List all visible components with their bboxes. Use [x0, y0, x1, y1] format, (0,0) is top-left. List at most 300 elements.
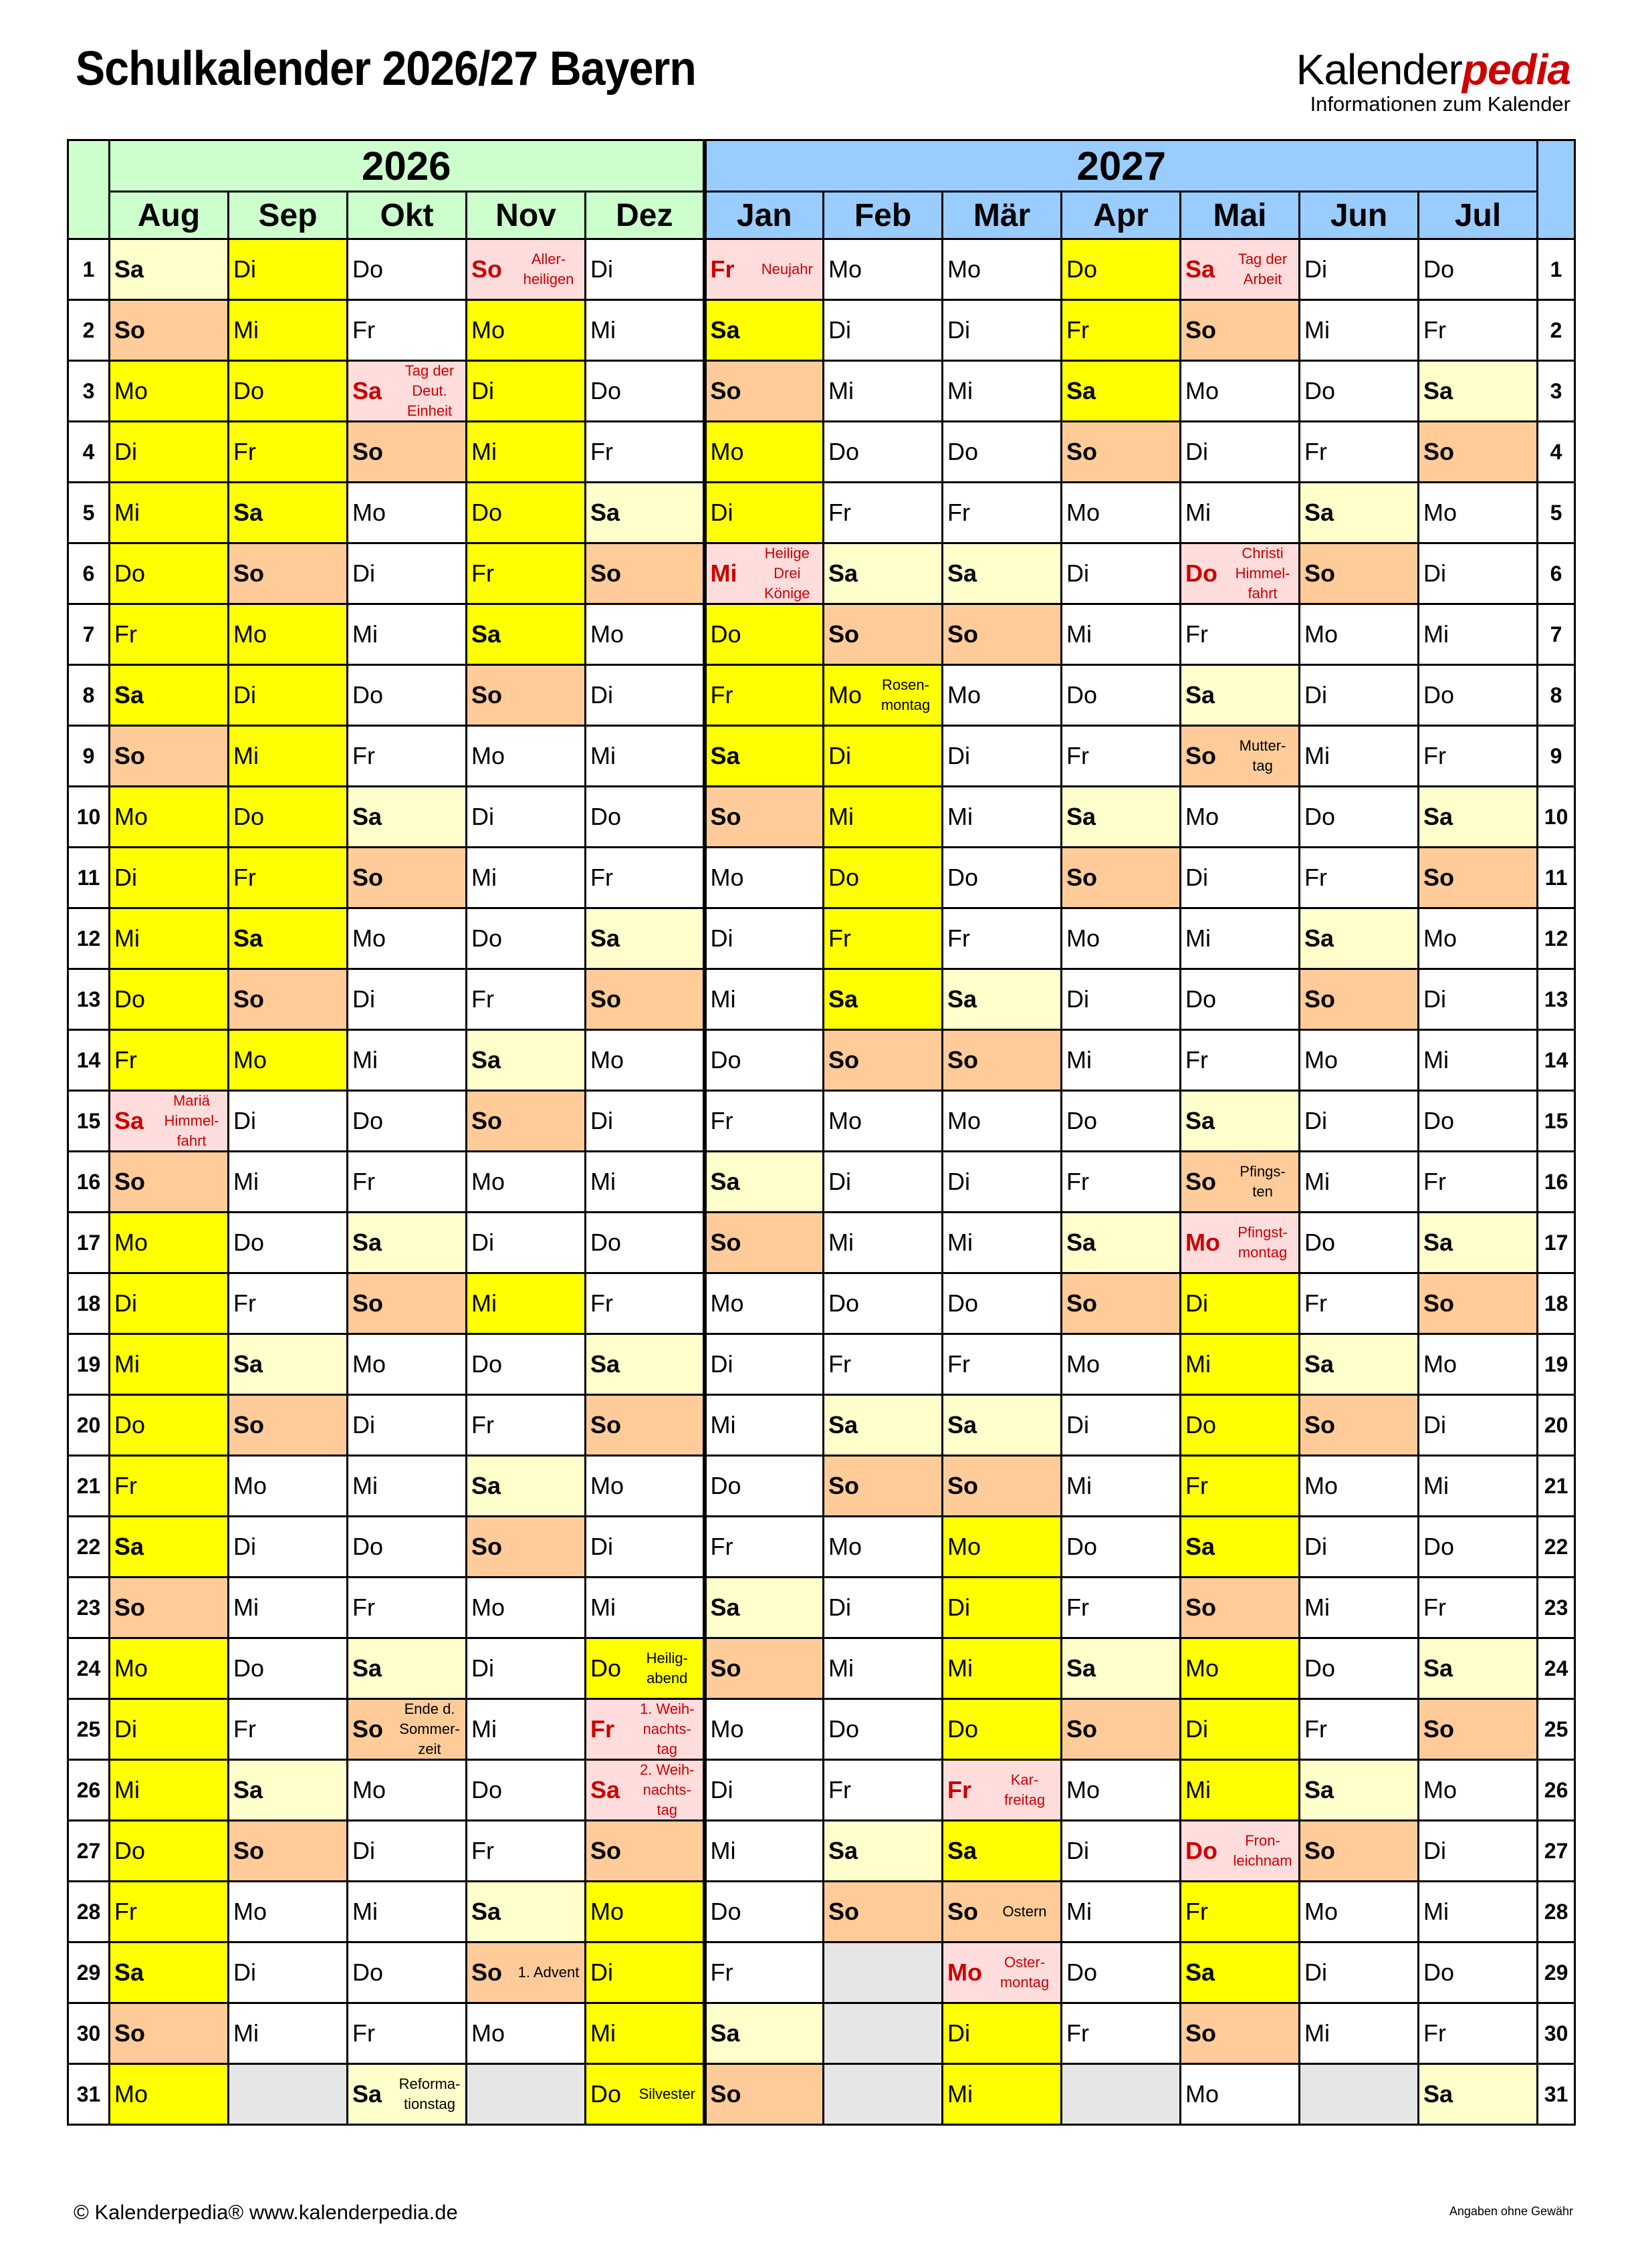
day-cell[interactable] — [467, 848, 586, 908]
day-cell[interactable] — [943, 1456, 1062, 1517]
day-cell[interactable] — [824, 1760, 943, 1821]
day-cell[interactable] — [348, 1395, 467, 1456]
day-cell[interactable] — [1419, 1456, 1538, 1517]
day-cell[interactable] — [705, 1030, 824, 1091]
day-cell[interactable] — [110, 543, 229, 604]
day-cell[interactable] — [1062, 1882, 1181, 1942]
day-cell[interactable] — [1419, 1517, 1538, 1578]
day-cell[interactable] — [586, 1091, 705, 1152]
day-cell[interactable] — [467, 422, 586, 483]
day-cell[interactable] — [943, 1638, 1062, 1699]
day-cell[interactable] — [705, 422, 824, 483]
day-cell[interactable] — [943, 1760, 1062, 1821]
day-cell[interactable] — [586, 1578, 705, 1638]
day-cell[interactable] — [943, 300, 1062, 361]
day-cell[interactable] — [348, 483, 467, 543]
day-cell[interactable] — [1181, 361, 1300, 422]
day-cell[interactable] — [110, 787, 229, 848]
day-cell[interactable] — [348, 848, 467, 908]
day-cell[interactable] — [348, 1517, 467, 1578]
day-cell[interactable] — [1181, 2003, 1300, 2064]
day-cell[interactable] — [1062, 422, 1181, 483]
day-cell[interactable] — [348, 361, 467, 422]
day-cell[interactable] — [110, 1273, 229, 1334]
day-cell[interactable] — [1300, 239, 1419, 300]
day-cell[interactable] — [586, 1456, 705, 1517]
day-cell[interactable] — [1062, 239, 1181, 300]
day-cell[interactable] — [824, 300, 943, 361]
day-cell[interactable] — [110, 1456, 229, 1517]
day-cell[interactable] — [1300, 1760, 1419, 1821]
day-cell[interactable] — [1181, 726, 1300, 787]
day-cell[interactable] — [1300, 1578, 1419, 1638]
day-cell[interactable] — [348, 665, 467, 726]
day-cell[interactable] — [467, 1273, 586, 1334]
day-cell[interactable] — [824, 604, 943, 665]
day-cell[interactable] — [1300, 1821, 1419, 1882]
day-cell[interactable] — [467, 1882, 586, 1942]
day-cell[interactable] — [1419, 361, 1538, 422]
day-cell[interactable] — [824, 483, 943, 543]
day-cell[interactable] — [943, 1699, 1062, 1760]
day-cell[interactable] — [1181, 1395, 1300, 1456]
day-cell[interactable] — [1062, 604, 1181, 665]
day-cell[interactable] — [1062, 908, 1181, 969]
day-cell[interactable] — [467, 1091, 586, 1152]
day-cell[interactable] — [467, 665, 586, 726]
day-cell[interactable] — [586, 1517, 705, 1578]
day-cell[interactable] — [586, 665, 705, 726]
day-cell[interactable] — [467, 1030, 586, 1091]
day-cell[interactable] — [348, 726, 467, 787]
day-cell[interactable] — [705, 1091, 824, 1152]
day-cell[interactable] — [1419, 1273, 1538, 1334]
day-cell[interactable] — [943, 483, 1062, 543]
day-cell[interactable] — [1181, 1638, 1300, 1699]
day-cell[interactable] — [110, 422, 229, 483]
day-cell[interactable] — [467, 1821, 586, 1882]
day-cell[interactable] — [467, 1395, 586, 1456]
day-cell[interactable] — [1181, 483, 1300, 543]
day-cell[interactable] — [1419, 543, 1538, 604]
day-cell[interactable] — [586, 1152, 705, 1213]
day-cell[interactable] — [229, 2003, 348, 2064]
day-cell[interactable] — [110, 2003, 229, 2064]
day-cell[interactable] — [824, 1821, 943, 1882]
day-cell[interactable] — [1419, 1395, 1538, 1456]
day-cell[interactable] — [1300, 300, 1419, 361]
day-cell[interactable] — [229, 665, 348, 726]
day-cell[interactable] — [943, 361, 1062, 422]
day-cell[interactable] — [824, 422, 943, 483]
day-cell[interactable] — [824, 1395, 943, 1456]
day-cell[interactable] — [824, 1517, 943, 1578]
day-cell[interactable] — [1062, 665, 1181, 726]
day-cell[interactable] — [824, 1273, 943, 1334]
day-cell[interactable] — [943, 908, 1062, 969]
day-cell[interactable] — [1300, 483, 1419, 543]
day-cell[interactable] — [1181, 1152, 1300, 1213]
day-cell[interactable] — [110, 1091, 229, 1152]
day-cell[interactable] — [705, 665, 824, 726]
day-cell[interactable] — [229, 908, 348, 969]
day-cell[interactable] — [348, 1882, 467, 1942]
day-cell[interactable] — [1419, 422, 1538, 483]
day-cell[interactable] — [824, 969, 943, 1030]
day-cell[interactable] — [1181, 1942, 1300, 2003]
day-cell[interactable] — [229, 1942, 348, 2003]
day-cell[interactable] — [1300, 1334, 1419, 1395]
day-cell[interactable] — [1300, 1517, 1419, 1578]
day-cell[interactable] — [705, 1760, 824, 1821]
day-cell[interactable] — [229, 1030, 348, 1091]
day-cell[interactable] — [348, 1942, 467, 2003]
day-cell[interactable] — [586, 1699, 705, 1760]
day-cell[interactable] — [824, 1334, 943, 1395]
day-cell[interactable] — [229, 1578, 348, 1638]
day-cell[interactable] — [229, 1760, 348, 1821]
day-cell[interactable] — [348, 239, 467, 300]
day-cell[interactable] — [1062, 1942, 1181, 2003]
day-cell[interactable] — [943, 726, 1062, 787]
day-cell[interactable] — [824, 1456, 943, 1517]
day-cell[interactable] — [229, 1699, 348, 1760]
day-cell[interactable] — [1300, 1030, 1419, 1091]
day-cell[interactable] — [348, 2064, 467, 2125]
day-cell[interactable] — [467, 1334, 586, 1395]
day-cell[interactable] — [1419, 787, 1538, 848]
day-cell[interactable] — [1181, 1517, 1300, 1578]
day-cell[interactable] — [1181, 1760, 1300, 1821]
day-cell[interactable] — [1300, 1091, 1419, 1152]
day-cell[interactable] — [110, 604, 229, 665]
day-cell[interactable] — [943, 1395, 1062, 1456]
day-cell[interactable] — [1181, 1882, 1300, 1942]
day-cell[interactable] — [586, 1882, 705, 1942]
day-cell[interactable] — [1419, 1699, 1538, 1760]
day-cell[interactable] — [467, 1699, 586, 1760]
day-cell[interactable] — [586, 2064, 705, 2125]
day-cell[interactable] — [705, 1578, 824, 1638]
day-cell[interactable] — [229, 726, 348, 787]
day-cell[interactable] — [348, 1334, 467, 1395]
day-cell[interactable] — [1062, 1213, 1181, 1273]
day-cell[interactable] — [1062, 1456, 1181, 1517]
day-cell[interactable] — [1181, 848, 1300, 908]
day-cell[interactable] — [1062, 2003, 1181, 2064]
day-cell[interactable] — [1419, 1882, 1538, 1942]
day-cell[interactable] — [705, 2064, 824, 2125]
day-cell[interactable] — [1062, 1517, 1181, 1578]
day-cell[interactable] — [1181, 1578, 1300, 1638]
day-cell[interactable] — [1062, 1578, 1181, 1638]
day-cell[interactable] — [110, 1882, 229, 1942]
day-cell[interactable] — [824, 908, 943, 969]
day-cell[interactable] — [586, 239, 705, 300]
day-cell[interactable] — [229, 1334, 348, 1395]
day-cell[interactable] — [1300, 726, 1419, 787]
day-cell[interactable] — [348, 1638, 467, 1699]
day-cell[interactable] — [1300, 1395, 1419, 1456]
day-cell[interactable] — [1062, 1152, 1181, 1213]
day-cell[interactable] — [110, 300, 229, 361]
day-cell[interactable] — [586, 1638, 705, 1699]
day-cell[interactable] — [1300, 969, 1419, 1030]
day-cell[interactable] — [824, 1030, 943, 1091]
day-cell[interactable] — [943, 1030, 1062, 1091]
day-cell[interactable] — [1062, 361, 1181, 422]
day-cell[interactable] — [467, 969, 586, 1030]
day-cell[interactable] — [229, 1091, 348, 1152]
day-cell[interactable] — [1419, 1760, 1538, 1821]
day-cell[interactable] — [586, 1030, 705, 1091]
day-cell[interactable] — [110, 483, 229, 543]
day-cell[interactable] — [1419, 726, 1538, 787]
day-cell[interactable] — [348, 604, 467, 665]
day-cell[interactable] — [824, 1699, 943, 1760]
day-cell[interactable] — [229, 1213, 348, 1273]
day-cell[interactable] — [1419, 239, 1538, 300]
day-cell[interactable] — [705, 848, 824, 908]
day-cell[interactable] — [705, 483, 824, 543]
day-cell[interactable] — [1181, 1821, 1300, 1882]
day-cell[interactable] — [1181, 1699, 1300, 1760]
day-cell[interactable] — [110, 1699, 229, 1760]
day-cell[interactable] — [1419, 300, 1538, 361]
day-cell[interactable] — [705, 1334, 824, 1395]
day-cell[interactable] — [586, 483, 705, 543]
day-cell[interactable] — [1062, 787, 1181, 848]
day-cell[interactable] — [229, 1517, 348, 1578]
day-cell[interactable] — [1300, 1273, 1419, 1334]
day-cell[interactable] — [1181, 1273, 1300, 1334]
day-cell[interactable] — [705, 908, 824, 969]
day-cell[interactable] — [943, 239, 1062, 300]
day-cell[interactable] — [348, 1699, 467, 1760]
day-cell[interactable] — [348, 1760, 467, 1821]
day-cell[interactable] — [1300, 543, 1419, 604]
day-cell[interactable] — [467, 1456, 586, 1517]
day-cell[interactable] — [110, 361, 229, 422]
day-cell[interactable] — [705, 604, 824, 665]
day-cell[interactable] — [110, 848, 229, 908]
day-cell[interactable] — [467, 787, 586, 848]
day-cell[interactable] — [705, 543, 824, 604]
day-cell[interactable] — [110, 1213, 229, 1273]
day-cell[interactable] — [1300, 1213, 1419, 1273]
day-cell[interactable] — [824, 1152, 943, 1213]
day-cell[interactable] — [1062, 1638, 1181, 1699]
day-cell[interactable] — [348, 422, 467, 483]
day-cell[interactable] — [1062, 726, 1181, 787]
day-cell[interactable] — [824, 239, 943, 300]
day-cell[interactable] — [586, 1395, 705, 1456]
day-cell[interactable] — [943, 1821, 1062, 1882]
day-cell[interactable] — [824, 726, 943, 787]
day-cell[interactable] — [1419, 1578, 1538, 1638]
day-cell[interactable] — [705, 1395, 824, 1456]
day-cell[interactable] — [586, 726, 705, 787]
day-cell[interactable] — [1062, 1091, 1181, 1152]
day-cell[interactable] — [1300, 787, 1419, 848]
day-cell[interactable] — [705, 1882, 824, 1942]
day-cell[interactable] — [586, 2003, 705, 2064]
day-cell[interactable] — [1419, 969, 1538, 1030]
day-cell[interactable] — [943, 1882, 1062, 1942]
day-cell[interactable] — [586, 300, 705, 361]
day-cell[interactable] — [1300, 665, 1419, 726]
day-cell[interactable] — [467, 604, 586, 665]
day-cell[interactable] — [1300, 361, 1419, 422]
day-cell[interactable] — [943, 1152, 1062, 1213]
day-cell[interactable] — [1419, 1334, 1538, 1395]
day-cell[interactable] — [229, 1152, 348, 1213]
day-cell[interactable] — [348, 2003, 467, 2064]
day-cell[interactable] — [705, 1517, 824, 1578]
day-cell[interactable] — [1419, 1091, 1538, 1152]
day-cell[interactable] — [110, 908, 229, 969]
day-cell[interactable] — [586, 908, 705, 969]
day-cell[interactable] — [943, 1213, 1062, 1273]
day-cell[interactable] — [229, 848, 348, 908]
day-cell[interactable] — [348, 787, 467, 848]
day-cell[interactable] — [348, 1213, 467, 1273]
day-cell[interactable] — [705, 1699, 824, 1760]
day-cell[interactable] — [586, 422, 705, 483]
day-cell[interactable] — [586, 1273, 705, 1334]
day-cell[interactable] — [229, 483, 348, 543]
day-cell[interactable] — [467, 1942, 586, 2003]
day-cell[interactable] — [1181, 604, 1300, 665]
day-cell[interactable] — [229, 604, 348, 665]
day-cell[interactable] — [824, 1638, 943, 1699]
day-cell[interactable] — [943, 543, 1062, 604]
day-cell[interactable] — [348, 969, 467, 1030]
day-cell[interactable] — [348, 300, 467, 361]
day-cell[interactable] — [1419, 1152, 1538, 1213]
day-cell[interactable] — [229, 422, 348, 483]
day-cell[interactable] — [348, 1821, 467, 1882]
day-cell[interactable] — [705, 1821, 824, 1882]
day-cell[interactable] — [1062, 1030, 1181, 1091]
day-cell[interactable] — [1300, 1456, 1419, 1517]
day-cell[interactable] — [824, 1578, 943, 1638]
day-cell[interactable] — [824, 1882, 943, 1942]
day-cell[interactable] — [110, 1334, 229, 1395]
day-cell[interactable] — [1181, 1334, 1300, 1395]
day-cell[interactable] — [943, 665, 1062, 726]
day-cell[interactable] — [229, 1821, 348, 1882]
day-cell[interactable] — [824, 1091, 943, 1152]
day-cell[interactable] — [1419, 908, 1538, 969]
day-cell[interactable] — [1300, 1638, 1419, 1699]
day-cell[interactable] — [1419, 1030, 1538, 1091]
day-cell[interactable] — [1300, 2003, 1419, 2064]
day-cell[interactable] — [348, 1578, 467, 1638]
day-cell[interactable] — [229, 787, 348, 848]
day-cell[interactable] — [1062, 543, 1181, 604]
day-cell[interactable] — [943, 1273, 1062, 1334]
day-cell[interactable] — [943, 1517, 1062, 1578]
day-cell[interactable] — [1062, 1821, 1181, 1882]
day-cell[interactable] — [1419, 1821, 1538, 1882]
day-cell[interactable] — [943, 969, 1062, 1030]
day-cell[interactable] — [705, 1638, 824, 1699]
day-cell[interactable] — [229, 239, 348, 300]
day-cell[interactable] — [467, 1517, 586, 1578]
day-cell[interactable] — [467, 2003, 586, 2064]
day-cell[interactable] — [1300, 848, 1419, 908]
day-cell[interactable] — [467, 239, 586, 300]
day-cell[interactable] — [705, 239, 824, 300]
day-cell[interactable] — [1181, 239, 1300, 300]
day-cell[interactable] — [110, 1638, 229, 1699]
day-cell[interactable] — [705, 361, 824, 422]
day-cell[interactable] — [943, 1578, 1062, 1638]
day-cell[interactable] — [824, 848, 943, 908]
day-cell[interactable] — [705, 2003, 824, 2064]
day-cell[interactable] — [1181, 422, 1300, 483]
day-cell[interactable] — [1181, 787, 1300, 848]
day-cell[interactable] — [943, 787, 1062, 848]
day-cell[interactable] — [467, 1152, 586, 1213]
day-cell[interactable] — [705, 1456, 824, 1517]
day-cell[interactable] — [1300, 1699, 1419, 1760]
day-cell[interactable] — [467, 908, 586, 969]
day-cell[interactable] — [1419, 665, 1538, 726]
day-cell[interactable] — [1062, 1760, 1181, 1821]
day-cell[interactable] — [586, 604, 705, 665]
day-cell[interactable] — [348, 1030, 467, 1091]
day-cell[interactable] — [705, 787, 824, 848]
day-cell[interactable] — [110, 1578, 229, 1638]
day-cell[interactable] — [1062, 1334, 1181, 1395]
day-cell[interactable] — [1062, 300, 1181, 361]
day-cell[interactable] — [943, 604, 1062, 665]
day-cell[interactable] — [943, 1942, 1062, 2003]
day-cell[interactable] — [110, 1395, 229, 1456]
day-cell[interactable] — [110, 969, 229, 1030]
day-cell[interactable] — [824, 543, 943, 604]
day-cell[interactable] — [1300, 1942, 1419, 2003]
day-cell[interactable] — [586, 969, 705, 1030]
day-cell[interactable] — [229, 543, 348, 604]
day-cell[interactable] — [1062, 1699, 1181, 1760]
day-cell[interactable] — [1419, 604, 1538, 665]
day-cell[interactable] — [110, 1760, 229, 1821]
day-cell[interactable] — [1181, 543, 1300, 604]
day-cell[interactable] — [229, 1638, 348, 1699]
day-cell[interactable] — [705, 300, 824, 361]
day-cell[interactable] — [586, 1760, 705, 1821]
day-cell[interactable] — [1419, 2064, 1538, 2125]
day-cell[interactable] — [348, 1152, 467, 1213]
day-cell[interactable] — [229, 300, 348, 361]
day-cell[interactable] — [110, 1152, 229, 1213]
day-cell[interactable] — [824, 361, 943, 422]
day-cell[interactable] — [1181, 1091, 1300, 1152]
day-cell[interactable] — [1062, 1273, 1181, 1334]
day-cell[interactable] — [110, 1942, 229, 2003]
day-cell[interactable] — [110, 1030, 229, 1091]
day-cell[interactable] — [467, 543, 586, 604]
day-cell[interactable] — [1419, 1942, 1538, 2003]
day-cell[interactable] — [1181, 908, 1300, 969]
day-cell[interactable] — [705, 1152, 824, 1213]
day-cell[interactable] — [1181, 969, 1300, 1030]
day-cell[interactable] — [1062, 483, 1181, 543]
day-cell[interactable] — [1419, 848, 1538, 908]
